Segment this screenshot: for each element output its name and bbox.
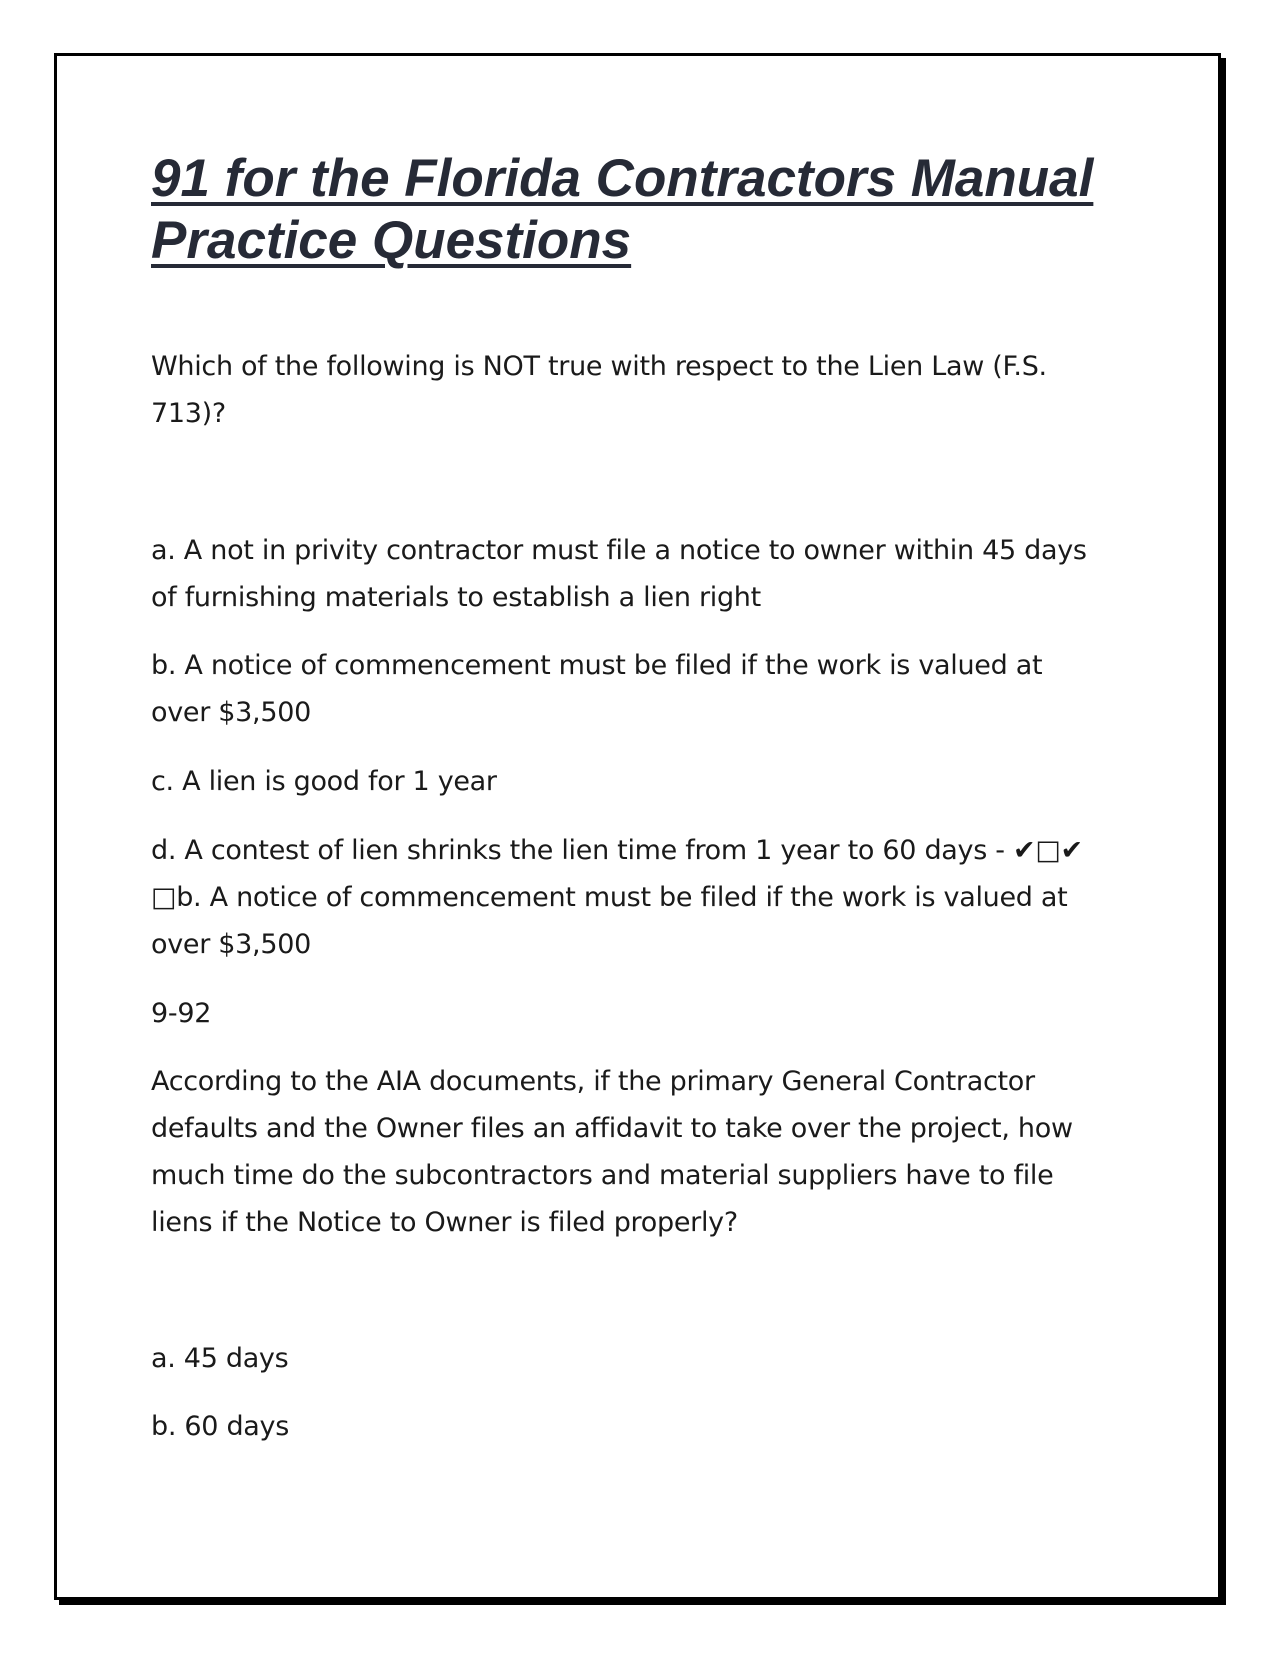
question-2-option-b: b. 60 days	[151, 1411, 289, 1442]
question-2-option-a: a. 45 days	[151, 1343, 289, 1374]
question-2-text-line-4: liens if the Notice to Owner is filed properly?	[151, 1207, 738, 1238]
question-1-text-line-2: 713)?	[151, 398, 226, 429]
question-number: 9-92	[151, 998, 212, 1029]
title-line-1: 91 for the Florida Contractors Manual	[151, 149, 1094, 208]
title-line-2: Practice Questions	[151, 211, 632, 270]
question-2-text-line-3: much time do the subcontractors and material suppliers have to file	[151, 1160, 1054, 1191]
document-title	[151, 148, 1161, 272]
question-1-option-a-line-2: of furnishing materials to establish a lien right	[151, 582, 761, 613]
question-1-text-line-1: Which of the following is NOT true with respect to the Lien Law (F.S.	[151, 351, 1047, 382]
question-1-option-b-line-2: over $3,500	[151, 697, 311, 728]
question-1-answer-line-2: over $3,500	[151, 929, 311, 960]
question-1-option-b-line-1: b. A notice of commencement must be filed if the work is valued at	[151, 650, 1043, 681]
question-1-option-a-line-1: a. A not in privity contractor must file a notice to owner within 45 days	[151, 535, 1087, 566]
question-1-option-d: d. A contest of lien shrinks the lien time from 1 year to 60 days - ✔□✔	[151, 835, 1083, 866]
question-2-text-line-2: defaults and the Owner files an affidavit to take over the project, how	[151, 1113, 1073, 1144]
question-1-answer-line-1: □b. A notice of commencement must be filed if the work is valued at	[151, 882, 1068, 913]
question-2-text-line-1: According to the AIA documents, if the primary General Contractor	[151, 1066, 1035, 1097]
question-1-option-c: c. A lien is good for 1 year	[151, 766, 497, 797]
